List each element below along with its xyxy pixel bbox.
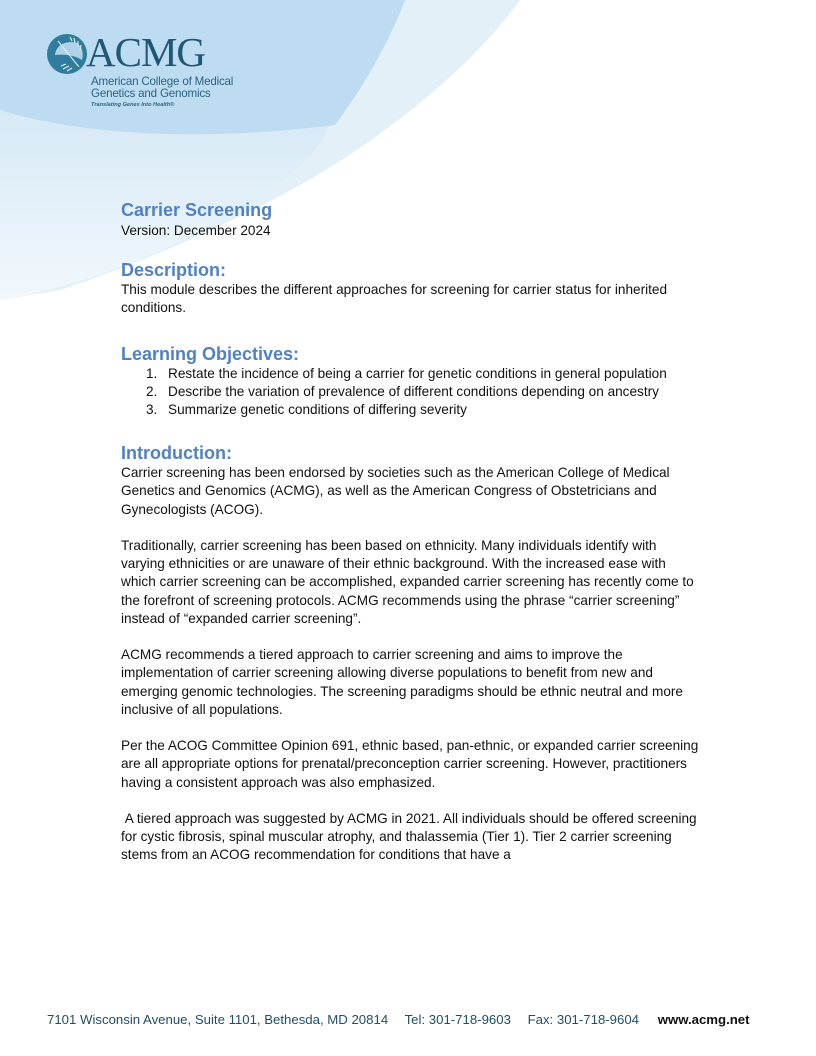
learning-objectives-heading: Learning Objectives:	[121, 343, 300, 364]
intro-paragraph: Traditionally, carrier screening has been based on ethnicity. Many individuals identify with varying ethnicities or are unaware of their ethnic background. With the increased ease with which carrier screening can be accomplished, expanded carrier screening has recently come to the forefront of screening protocols. ACMG recommends using the phrase “carrier screening” instead of “expanded carrier screening”.	[121, 538, 694, 626]
footer-website-link[interactable]: www.acmg.net	[657, 1012, 750, 1027]
objective-item	[121, 401, 701, 419]
page-footer	[47, 1012, 750, 1027]
intro-paragraph: A tiered approach was suggested by ACMG in 2021. All individuals should be offered screening for cystic fibrosis, spinal muscular atrophy, and thalassemia (Tier 1). Tier 2 carrier screening stems from an ACOG recommendation for conditions that have a	[121, 811, 701, 863]
objective-number: 1.	[146, 365, 158, 381]
footer-fax: Fax: 301-718-9604	[527, 1012, 640, 1027]
intro-paragraph: Carrier screening has been endorsed by societies such as the American College of Medical Genetics and Genomics (ACMG), as well as the American Congress of Obstetricians and Gynecologists (ACOG).	[121, 465, 670, 517]
learning-objectives-list	[121, 365, 701, 420]
objective-number: 2.	[146, 383, 158, 399]
logo-tagline: Translating Genes Into Health®	[91, 102, 175, 108]
introduction-heading: Introduction:	[121, 443, 232, 464]
objective-text: Restate the incidence of being a carrier for genetic conditions in general population	[168, 365, 667, 381]
intro-paragraph: ACMG recommends a tiered approach to carrier screening and aims to improve the implementation of carrier screening allowing diverse populations to benefit from new and emerging genomic technologies. The screening paradigms should be ethnic neutral and more inclusive of all populations.	[121, 647, 683, 717]
document-title: Carrier Screening	[121, 200, 273, 220]
objective-text: Summarize genetic conditions of differing severity	[168, 402, 467, 418]
objective-item	[121, 383, 701, 401]
logo-org-name-line2: Genetics and Genomics	[91, 87, 211, 100]
objective-text: Describe the variation of prevalence of different conditions depending on ancestry	[168, 383, 659, 399]
logo-wordmark: ACMG	[86, 29, 206, 75]
objective-number: 3.	[146, 402, 158, 418]
logo-org-name-line1: American College of Medical	[91, 75, 234, 88]
document-body	[121, 199, 701, 865]
footer-telephone: Tel: 301-718-9603	[404, 1012, 511, 1027]
description-text: This module describes the different approaches for screening for carrier status for inherited conditions.	[121, 282, 668, 316]
description-heading: Description:	[121, 260, 227, 281]
document-version: Version: December 2024	[121, 223, 271, 238]
footer-address: 7101 Wisconsin Avenue, Suite 1101, Bethesda, MD 20814	[47, 1012, 389, 1027]
objective-item	[121, 365, 701, 383]
dna-globe-icon	[46, 33, 88, 75]
intro-paragraph: Per the ACOG Committee Opinion 691, ethnic based, pan-ethnic, or expanded carrier screening are all appropriate options for prenatal/preconception carrier screening. However, practitioners having a consistent approach was also emphasized.	[121, 738, 699, 790]
